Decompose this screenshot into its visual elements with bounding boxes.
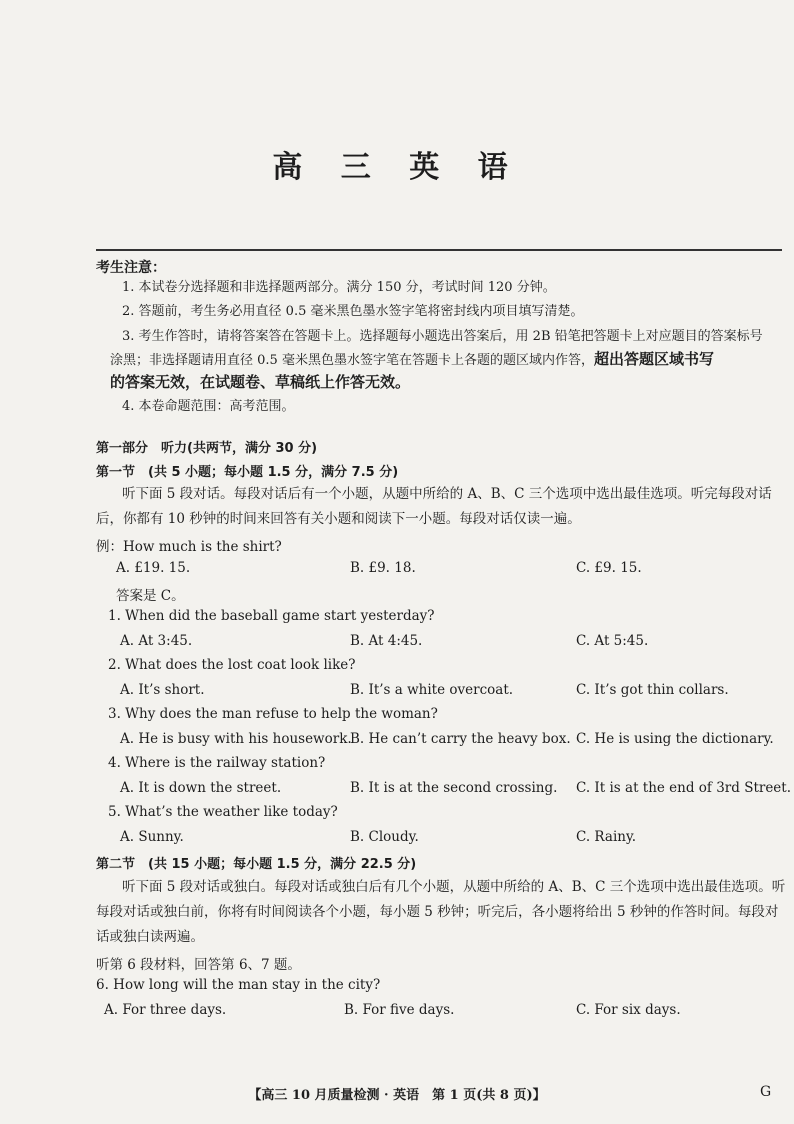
corner-mark: G (760, 1084, 772, 1100)
question-3: 3. Why does the man refuse to help the woman? (108, 706, 438, 722)
question-1: 1. When did the baseball game start yesterday? (108, 608, 435, 624)
q6-option-a: A. For three days. (104, 1002, 227, 1018)
example-answer: 答案是 C。 (116, 588, 185, 604)
section1-heading: 第一节 (共 5 小题；每小题 1.5 分，满分 7.5 分) (96, 465, 399, 480)
page-footer: 【高三 10 月质量检测 · 英语 第 1 页(共 8 页)】 (248, 1088, 546, 1103)
section2-instructions: 听下面 5 段对话或独白。每段对话或独白后有几个小题，从题中所给的 A、B、C 三个选项中选出最佳选项。听每段对话或独白前，你将有时间阅读各个小题，每小题 5 秒钟；听完后，各小题将给出 5 秒钟的作答时间。每段对话或独白读两遍。 (96, 879, 786, 945)
q1-option-b: B. At 4:45. (350, 633, 423, 649)
q3-option-a: A. He is busy with his housework. (120, 731, 352, 747)
q3-option-b: B. He can’t carry the heavy box. (350, 731, 571, 747)
notice-item-3: 3. 考生作答时，请将答案答在答题卡上。选择题每小题选出答案后，用 2B 铅笔把答题卡上对应题目的答案标号 (122, 329, 763, 344)
example-option-b: B. £9. 18. (350, 560, 416, 576)
q2-option-c: C. It’s got thin collars. (576, 682, 729, 698)
q2-option-a: A. It’s short. (120, 682, 205, 698)
question-2: 2. What does the lost coat look like? (108, 657, 356, 673)
q6-option-c: C. For six days. (576, 1002, 681, 1018)
page-title: 高 三 英 语 (272, 150, 522, 185)
notice-item-1: 1. 本试卷分选择题和非选择题两部分。满分 150 分，考试时间 120 分钟。 (122, 280, 556, 295)
example-question: 例：How much is the shirt? (96, 539, 282, 555)
q1-option-a: A. At 3:45. (120, 633, 193, 649)
q6-option-b: B. For five days. (344, 1002, 455, 1018)
section1-instructions: 听下面 5 段对话。每段对话后有一个小题，从题中所给的 A、B、C 三个选项中选出最佳选项。听完每段对话后，你都有 10 秒钟的时间来回答有关小题和阅读下一小题。每段对话仅读一遍。 (96, 486, 772, 527)
q5-option-a: A. Sunny. (120, 829, 184, 845)
notice-item-2: 2. 答题前，考生务必用直径 0.5 毫米黑色墨水签字笔将密封线内项目填写清楚。 (122, 304, 584, 319)
part1-heading: 第一部分 听力(共两节，满分 30 分) (96, 441, 318, 456)
question-6: 6. How long will the man stay in the city? (96, 977, 381, 993)
notice-heading: 考生注意： (96, 260, 166, 276)
notice-item-3-text: 涂黑；非选择题请用直径 0.5 毫米黑色墨水签字笔在答题卡上各题的题区域内作答， (110, 353, 594, 368)
notice-item-3-bold-cont: 的答案无效，在试题卷、草稿纸上作答无效。 (110, 373, 411, 391)
question-4: 4. Where is the railway station? (108, 755, 326, 771)
q3-option-c: C. He is using the dictionary. (576, 731, 774, 747)
q5-option-b: B. Cloudy. (350, 829, 419, 845)
notice-item-3-cont (110, 349, 790, 371)
q2-option-b: B. It’s a white overcoat. (350, 682, 514, 698)
q4-option-c: C. It is at the end of 3rd Street. (576, 780, 792, 796)
q4-option-b: B. It is at the second crossing. (350, 780, 558, 796)
section2-material: 听第 6 段材料，回答第 6、7 题。 (96, 957, 301, 973)
notice-item-4: 4. 本卷命题范围：高考范围。 (122, 399, 295, 414)
example-option-a: A. £19. 15. (116, 560, 191, 576)
example-option-c: C. £9. 15. (576, 560, 642, 576)
q1-option-c: C. At 5:45. (576, 633, 649, 649)
notice-item-3-bold: 超出答题区域书写 (593, 350, 714, 368)
section2-heading: 第二节 (共 15 小题；每小题 1.5 分，满分 22.5 分) (96, 857, 417, 872)
q5-option-c: C. Rainy. (576, 829, 637, 845)
q4-option-a: A. It is down the street. (120, 780, 282, 796)
divider (96, 249, 782, 251)
question-5: 5. What’s the weather like today? (108, 804, 338, 820)
